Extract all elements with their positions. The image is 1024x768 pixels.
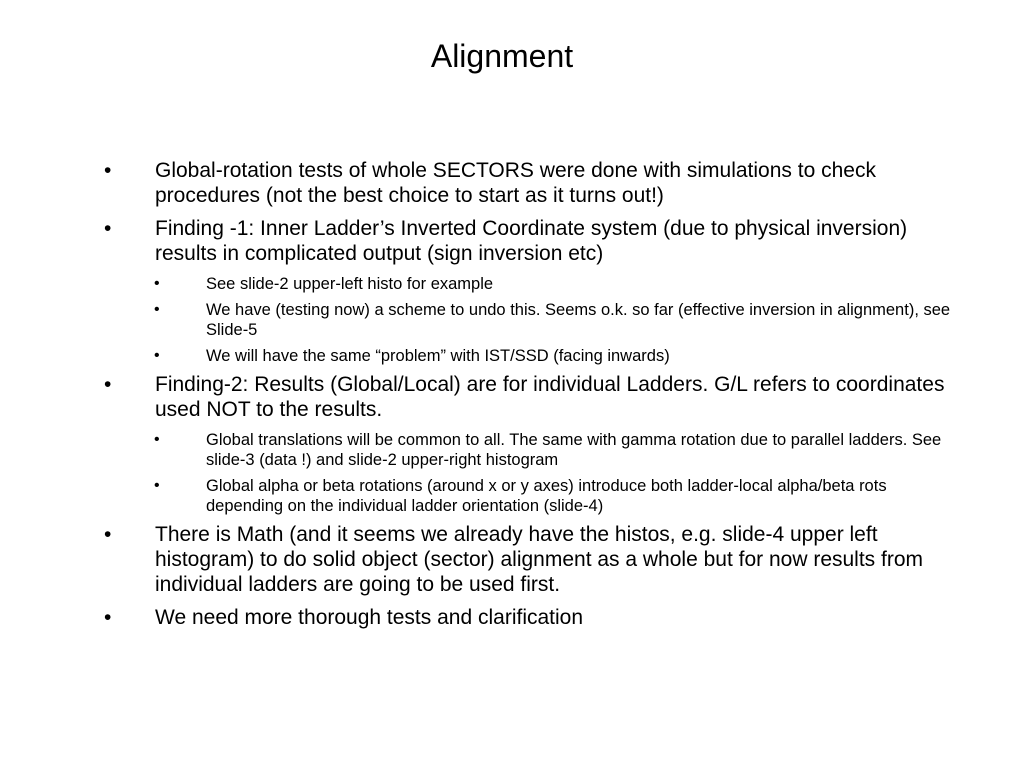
sub-bullet-item xyxy=(100,300,960,340)
bullet-text: Finding -1: Inner Ladder’s Inverted Coordinate system (due to physical inversion) results in complicated output (sign inversion etc) xyxy=(155,217,908,265)
bullet-item xyxy=(100,158,960,208)
sub-bullet-icon: • xyxy=(154,347,160,364)
slide-title: Alignment xyxy=(430,38,574,74)
sub-bullet-icon: • xyxy=(154,275,160,292)
sub-bullet-item xyxy=(100,476,960,516)
bullet-text: Global-rotation tests of whole SECTORS were done with simulations to check procedures (not the best choice to start as it turns out!) xyxy=(155,159,876,207)
sub-bullet-text: We will have the same “problem” with IST/SSD (facing inwards) xyxy=(206,347,670,365)
sub-bullet-item xyxy=(100,430,960,470)
bullet-item xyxy=(100,372,960,422)
bullet-text: There is Math (and it seems we already have the histos, e.g. slide-4 upper left histogram) to do solid object (sector) alignment as a whole but for now results from individual ladders are going to be used first. xyxy=(155,523,924,596)
sub-bullet-text: Global alpha or beta rotations (around x or y axes) introduce both ladder-local alpha/beta rots depending on the individual ladder orientation (slide-4) xyxy=(206,477,887,515)
bullet-icon: • xyxy=(104,606,112,629)
bullet-icon: • xyxy=(104,523,112,546)
bullet-list xyxy=(100,158,960,638)
bullet-text: We need more thorough tests and clarification xyxy=(155,606,584,629)
sub-bullet-text: Global translations will be common to all. The same with gamma rotation due to parallel ladders. See slide-3 (data !) and slide-2 upper-right histogram xyxy=(206,431,942,469)
bullet-icon: • xyxy=(104,373,112,396)
sub-bullet-icon: • xyxy=(154,477,160,494)
sub-bullet-text: See slide-2 upper-left histo for example xyxy=(206,275,494,293)
bullet-item xyxy=(100,605,960,630)
sub-bullet-text: We have (testing now) a scheme to undo this. Seems o.k. so far (effective inversion in alignment), see Slide-5 xyxy=(206,301,951,339)
sub-bullet-item xyxy=(100,274,960,294)
bullet-text: Finding-2: Results (Global/Local) are for individual Ladders. G/L refers to coordinates used NOT to the results. xyxy=(155,373,945,421)
sub-bullet-icon: • xyxy=(154,301,160,318)
bullet-item xyxy=(100,216,960,266)
bullet-icon: • xyxy=(104,217,112,240)
bullet-icon: • xyxy=(104,159,112,182)
bullet-item xyxy=(100,522,960,597)
sub-bullet-item xyxy=(100,346,960,366)
sub-bullet-icon: • xyxy=(154,431,160,448)
sub-bullet-list xyxy=(100,274,960,366)
sub-bullet-list xyxy=(100,430,960,516)
